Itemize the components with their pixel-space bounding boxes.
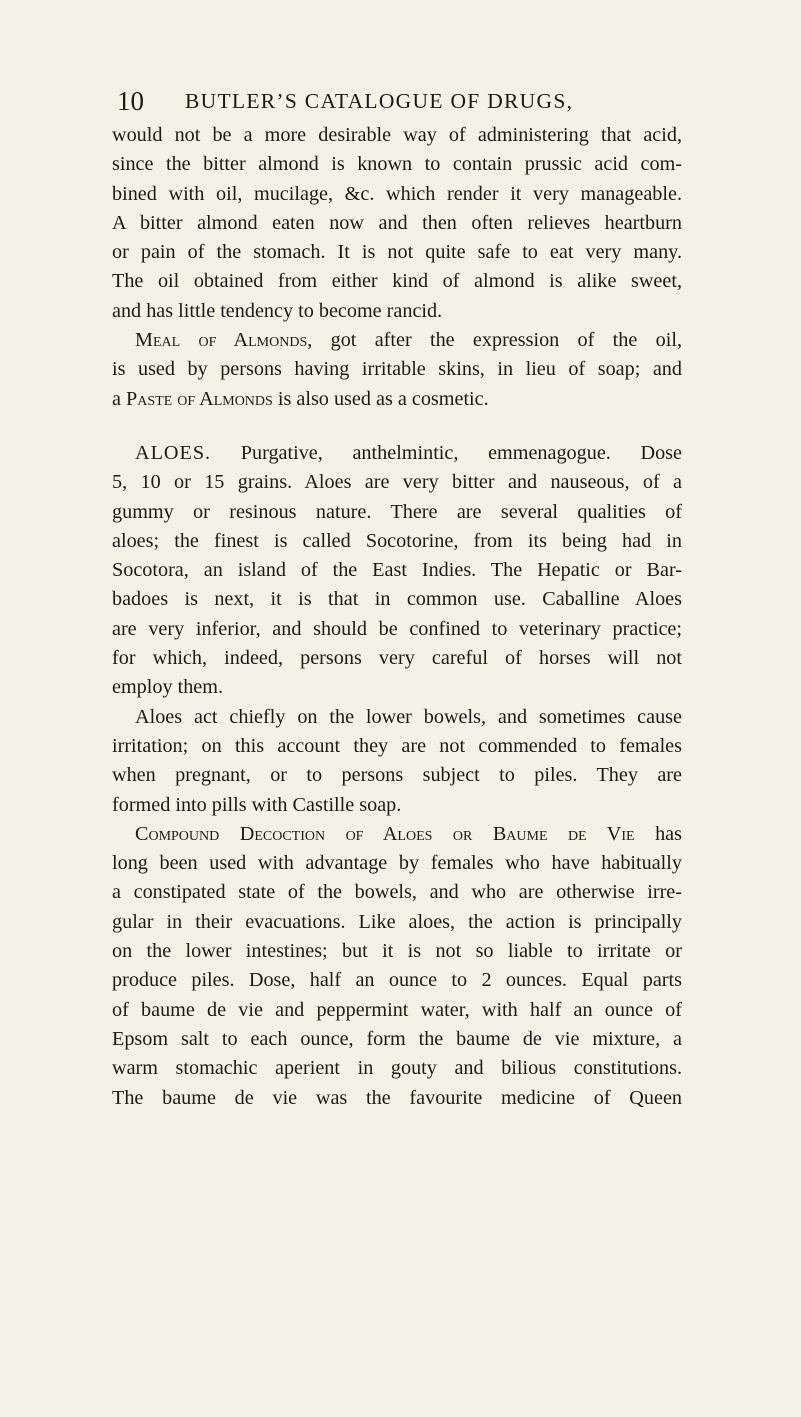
- text-line: [112, 326, 682, 355]
- text-run: a: [112, 387, 127, 410]
- text-run: got after the expression of the oil,: [312, 329, 682, 352]
- text-line: [112, 385, 682, 414]
- section-gap: [112, 414, 682, 439]
- text-line: would not be a more desirable way of administering that acid,: [112, 124, 682, 146]
- page-number: 10: [117, 86, 144, 116]
- text-line: or pain of the stomach. It is not quite safe to eat very many.: [112, 241, 682, 264]
- text-line: aloes; the finest is called Socotorine, from its being had in: [112, 529, 682, 552]
- text-line: employ them.: [112, 676, 224, 699]
- text-line: The baume de vie was the favourite medicine of Queen: [112, 1086, 682, 1109]
- page-body: [112, 121, 682, 1113]
- text-line: warm stomachic aperient in gouty and bilious constitutions.: [112, 1057, 682, 1080]
- text-line: is used by persons having irritable skins, in lieu of soap; and: [112, 358, 682, 381]
- text-line: of baume de vie and peppermint water, with half an ounce of: [112, 998, 682, 1021]
- text-line: Aloes act chiefly on the lower bowels, and sometimes cause: [135, 705, 682, 728]
- text-line: [112, 820, 682, 849]
- paragraph-compound-decoction: [112, 820, 682, 1113]
- text-line: bined with oil, mucilage, &c. which render it very manageable.: [112, 182, 682, 205]
- text-line: long been used with advantage by females who have habitually: [112, 852, 682, 875]
- paragraph-almond-continued: [112, 121, 682, 326]
- text-line: when pregnant, or to persons subject to piles. They are: [112, 764, 682, 787]
- text-line: produce piles. Dose, half an ounce to 2 ounces. Equal parts: [112, 969, 682, 992]
- text-line: formed into pills with Castille soap.: [112, 793, 402, 816]
- text-line: 5, 10 or 15 grains. Aloes are very bitter and nauseous, of a: [112, 471, 682, 494]
- text-line: Epsom salt to each ounce, form the baume de vie mixture, a: [112, 1027, 682, 1050]
- entry-heading-aloes: ALOES.: [135, 441, 212, 464]
- text-line: A bitter almond eaten now and then often relieves heartburn: [112, 211, 682, 234]
- entry-heading-meal-of-almonds: Meal of Almonds,: [135, 329, 313, 352]
- paragraph-aloes-action: [112, 703, 682, 820]
- text-line: for which, indeed, persons very careful of horses will not: [112, 647, 682, 670]
- entry-heading-compound-decoction: Compound Decoction of Aloes or Baume de Vie: [135, 822, 635, 845]
- text-line: since the bitter almond is known to contain prussic acid com-: [112, 153, 682, 176]
- paragraph-meal-of-almonds: [112, 326, 682, 414]
- page-header: [117, 81, 697, 121]
- text-line: gummy or resinous nature. There are several qualities of: [112, 500, 682, 523]
- text-run: is also used as a cosmetic.: [272, 387, 489, 410]
- text-line: irritation; on this account they are not commended to females: [112, 734, 682, 757]
- text-line: a constipated state of the bowels, and who are otherwise irre-: [112, 881, 682, 904]
- text-run: has: [634, 822, 682, 845]
- text-line: gular in their evacuations. Like aloes, the action is principally: [112, 910, 682, 933]
- text-line: badoes is next, it is that in common use. Caballine Aloes: [112, 588, 682, 611]
- text-line: are very inferior, and should be confined to veterinary practice;: [112, 617, 682, 640]
- running-head: BUTLER’S CATALOGUE OF DRUGS,: [185, 89, 574, 113]
- paragraph-aloes: [112, 439, 682, 703]
- text-line: and has little tendency to become rancid.: [112, 299, 443, 322]
- text-line: on the lower intestines; but it is not so liable to irritate or: [112, 940, 682, 963]
- text-line: The oil obtained from either kind of almond is alike sweet,: [112, 270, 682, 293]
- entry-heading-paste-of-almonds: Paste of Almonds: [126, 387, 273, 410]
- text-line: [112, 439, 682, 468]
- text-line: Socotora, an island of the East Indies. The Hepatic or Bar-: [112, 559, 682, 582]
- text-run: Purgative, anthelmintic, emmenagogue. Dose: [211, 441, 682, 464]
